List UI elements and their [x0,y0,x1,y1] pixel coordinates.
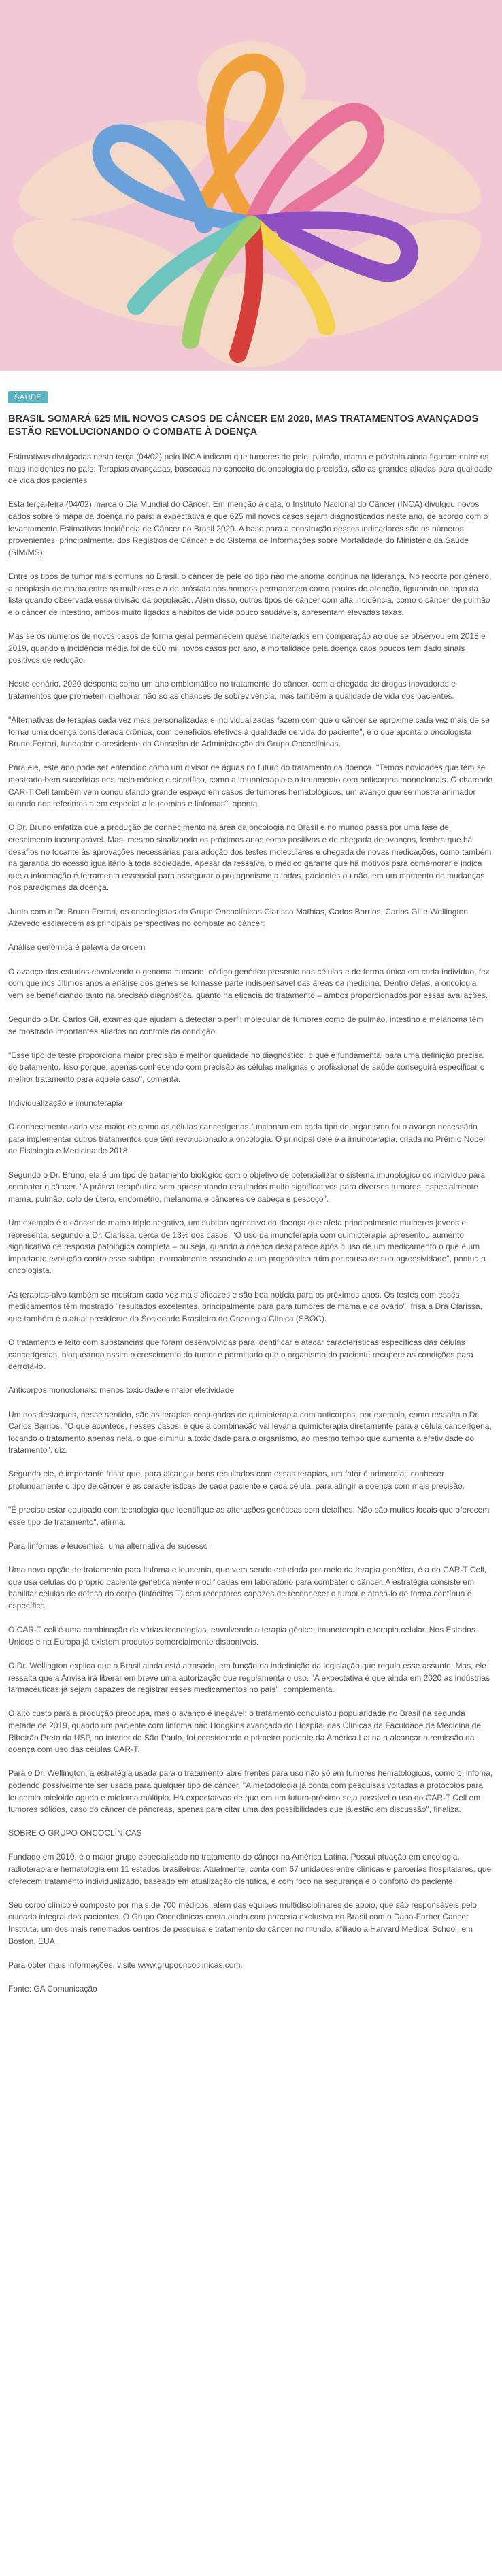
section-heading: SOBRE O GRUPO ONCOCLÍNICAS [8,1828,142,1838]
article-paragraph: Esta terça-feira (04/02) marca o Dia Mundial do Câncer. Em menção à data, o Instituto Nacional do Câncer (INCA) divulgou novos dados sobre o mapa da doença no país: a expectativa é que 625 mil novos casos sejam diagnosticados neste ano, de acordo com o levantamento Estimativas Incidência de Câncer no Brasil 2020. A base para a construção desses indicadores são os números provenientes, principalmente, dos Registros de Câncer e do Sistema de Informações sobre Mortalidade do Ministério da Saúde (SIM/MS). [8,499,488,557]
article-paragraph: Entre os tipos de tumor mais comuns no Brasil, o câncer de pele do tipo não melanoma continua na liderança. No recorte por gênero, a neoplasia de mama entre as mulheres e a de próstata nos homens permanecem como pontos de atenção, figurando no topo da lista quando observada essa divisão da população. Além disso, outros tipos de câncer com alta incidência, como o câncer de pulmão e o câncer de intestino, ambos muito ligados a hábitos de vida pouco saudáveis, apresentam elevadas taxas. [8,571,492,617]
article-source: Fonte: GA Comunicação [8,1984,97,1994]
article-paragraph: O Dr. Bruno enfatiza que a produção de conhecimento na área da oncologia no Brasil e no mundo passa por uma fase de crescimento incomparável. Mas, mesmo sinalizando os próximos anos como positivos e de chegada de avanços, lembra que há desafios no tocante às aprovações necessárias para adoção dos testes moleculares e chegada de novas medicações, como também na garantia do acesso igualitário à toda sociedade. Apesar da ressalva, o médico garante que há motivos para comemorar e indica que a informação é ferramenta essencial para assegurar o protagonismo a todos, pacientes ou não, em um momento de mudanças nos paradigmas da doença. [8,823,492,893]
section-heading: Para linfomas e leucemias, uma alternativa de sucesso [8,1541,208,1551]
article-paragraph: "Esse tipo de teste proporciona maior precisão e melhor qualidade no diagnóstico, o que é fundamental para uma definição precisa do tratamento. Isso porque, apenas conhecendo com precisão as células malignas o profissional de saúde conseguirá especificar o melhor tratamento para aquele caso", comenta. [8,1050,485,1084]
article-paragraph: Fundado em 2010, é o maior grupo especializado no tratamento do câncer na América Latina. Possui atuação em oncologia, radioterapia e hematologia em 11 estados brasileiros. Atualmente, conta com 67 unidades entre clínicas e parcerias hospitalares, que oferecem tratamento individualizado, baseado em atualização científica, e com foco na segurança e o conforto do paciente. [8,1852,492,1886]
article-paragraph: Segundo o Dr. Carlos Gil, exames que ajudam a detectar o perfil molecular de tumores como de pulmão, intestino e melanoma têm se mostrado importantes aliados no controle da condição. [8,1014,484,1036]
article-paragraph: Para o Dr. Wellington, a estratégia usada para o tratamento abre frentes para uso não só em tumores hematológicos, como o linfoma, podendo possivelmente ser usada para qualquer tipo de câncer. "A metodologia já conta com pesquisas voltadas a protocolos para leucemia mieloide aguda e mieloma múltiplo. Há expectativas de que em um futuro próximo seja possível o uso do CAR-T Cell em tumores sólidos, caso do câncer de pâncreas, apenas para citar uma das possibilidades que já estão em discussão", finaliza. [8,1768,493,1815]
article-paragraph: "Alternativas de terapias cada vez mais personalizadas e individualizadas fazem com que o câncer se aproxime cada vez mais de se tornar uma doença considerada crônica, com benefícios efetivos à qualidade de vida do paciente", é o que aponta o oncologista Bruno Ferrari, fundador e presidente do Conselho de Administração do Grupo Oncoclínicas. [8,715,490,749]
article-paragraph: Para ele, este ano pode ser entendido como um divisor de águas no futuro do tratamento da doença. "Temos novidades que têm se mostrado bem sucedidas nos meio médico e científico, como a imunoterapia e o tratamento com anticorpos monoclonais. O chamado CAR-T Cell também vem conquistando grande espaço em casos de tumores hematológicos, um avanço que se mostra animador quando nos referimos a em especial a leucemias e linfomas", aponta. [8,763,493,809]
category-badge[interactable]: SAÚDE [8,391,48,403]
article-paragraph: Segundo ele, é importante frisar que, para alcançar bons resultados com essas terapias, um fator é primordial: conhecer profundamente o tipo de câncer e as características de cada paciente e cada célula, para atingir a doença com mais precisão. [8,1469,465,1491]
article-body [8,451,494,1996]
article-paragraph: Uma nova opção de tratamento para linfoma e leucemia, que vem sendo estudada por meio da terapia genética, é a do CAR-T Cell, que usa células do próprio paciente geneticamente modificadas em laboratório para combater o câncer. A estratégia consiste em habilitar células de defesa do corpo (linfócitos T) com receptores capazes de reconhecer o tumor e atacá-lo de forma contínua e específica. [8,1565,486,1611]
article-paragraph: O tratamento é feito com substâncias que foram desenvolvidas para identificar e atacar características específicas das células cancerígenas, bloqueando assim o crescimento do tumor e permitindo que o organismo do paciente recupere as condições para derrotá-lo. [8,1337,473,1372]
section-heading: Análise genômica é palavra de ordem [8,942,146,953]
hero-image [0,0,502,371]
article-title: BRASIL SOMARÁ 625 MIL NOVOS CASOS DE CÂNCER EM 2020, MAS TRATAMENTOS AVANÇADOS ESTÃO REVOLUCIONANDO O COMBATE À DOENÇA [8,414,479,437]
article-paragraph: Estimativas divulgadas nesta terça (04/02) pelo INCA indicam que tumores de pele, pulmão, mama e próstata ainda figuram entre os mais incidentes no país; Terapias avançadas, baseadas no conceito de oncologia de precisão, são as grandes aliadas para qualidade de vida dos pacientes [8,452,492,486]
article-paragraph: O alto custo para a produção preocupa, mas o avanço é inegável: o tratamento conquistou popularidade no Brasil na segunda metade de 2019, quando um paciente com linfoma não Hodgkins avançado do Hospital das Clínicas da Faculdade de Medicina de Ribeirão Preto da USP, no interior de São Paulo, foi considerado o primeiro paciente da América Latina a alcançar a remissão da doença com uso das células CAR-T. [8,1708,482,1755]
article-paragraph: Mas se os números de novos casos de forma geral permanecem quase inalterados em comparação ao que se observou em 2018 e 2019, quando a incidência média foi de 600 mil novos casos por ano, a mortalidade pela doença caos poucos tem dado sinais positivos de redução. [8,631,486,665]
article-paragraph: Um dos destaques, nesse sentido, são as terapias conjugadas de quimioterapia com anticorpos, por exemplo, como ressalta o Dr. Carlos Barrios. "O que acontece, nesses casos, é que a combinação vai levar a quimioterapia diretamente para a célula cancerígena, focando o tratamento apenas nela, o que diminui a toxicidade para o organismo, ao mesmo tempo que aumenta a efetividade do tratamento", diz. [8,1409,492,1455]
article-paragraph: O conhecimento cada vez maior de como as células cancerígenas funcionam em cada tipo de organismo foi o avanço necessário para implementar outros tratamentos que têm revolucionado a oncologia. O principal dele é a imunoterapia, criada no Prêmio Nobel de Fisiologia e Medicina de 2018. [8,1122,486,1156]
article-content [0,371,502,1996]
article-paragraph: O CAR-T cell é uma combinação de várias tecnologias, envolvendo a terapia gênica, imunoterapia e terapia celular. Nos Estados Unidos e na Europa já existem produtos comercialmente disponíveis. [8,1625,475,1647]
article-paragraph: Junto com o Dr. Bruno Ferrari, os oncologistas do Grupo Oncoclínicas Clarissa Mathias, Carlos Barrios, Carlos Gil e Wellington Azevedo esclarecem as principais perspectivas no combate ao câncer: [8,906,469,929]
article-paragraph: As terapias-alvo também se mostram cada vez mais eficazes e são boa notícia para os próximos anos. Os testes com esses medicamentos têm mostrado "resultados excelentes, principalmente para para tumores de mama e de ovário", frisa a Dra Clarissa, que também é a atual presidente da Sociedade Brasileira de Oncologia Clínica (SBOC). [8,1289,482,1323]
article-paragraph: Para obter mais informações, visite www.grupooncoclinicas.com. [8,1960,243,1970]
article-paragraph: Segundo o Dr. Bruno, ela é um tipo de tratamento biológico com o objetivo de potencializar o sistema imunológico do indivíduo para combater o câncer. "A prática terapêutica vem apresentando resultados muito significativos para diversos tumores, especialmente mama, pulmão, colo de útero, endométrio, melanoma e cânceres de cabeça e pescoço". [8,1170,486,1204]
article-paragraph: O Dr. Wellington explica que o Brasil ainda está atrasado, em função da indefinição da legislação que regula esse assunto. Mas, ele ressalta que a Anvisa irá liberar em breve uma autorização que regulamenta o uso. "A expectativa é que ainda em 2020 as indústrias farmacêuticas já sejam capazes de registrar esses medicamentos no país", complementa. [8,1660,490,1695]
article-paragraph: Um exemplo é o câncer de mama triplo negativo, um subtipo agressivo da doença que afeta principalmente mulheres jovens e representa, segundo a Dr. Clarissa, cerca de 13% dos casos. "O uso da imunoterapia com quimioterapia apresentou aumento significativo de resposta patológica completa – ou seja, quando a doença desaparece após o uso de um medicamento o que é um importante evolução contra esse subtipo, normalmente associado a um prognóstico ruim por causa de sua agressividade", pontua a oncologista. [8,1218,486,1276]
article-paragraph: O avanço dos estudos envolvendo o genoma humano, código genético presente nas células e de forma única em cada indivíduo, fez com que nos últimos anos a análise dos genes se tornasse parte indispensável das áreas da medicina. Dentro delas, a oncologia vem se beneficiando tanto na precisão diagnóstica, quanto na eficácia do tratamento – ambos proporcionados por essas avaliações. [8,966,490,1000]
article-paragraph: "É preciso estar equipado com tecnologia que identifique as alterações genéticas com detalhes. Não são muitos locais que oferecem esse tipo de tratamento", afirma. [8,1505,490,1527]
article-paragraph: Seu corpo clínico é composto por mais de 700 médicos, além das equipes multidisciplinares de apoio, que são responsáveis pelo cuidado integral dos pacientes. O Grupo Oncoclínicas conta ainda com parceria exclusiva no Brasil com o Dana-Farber Cancer Institute, um dos mais renomados centros de pesquisa e tratamento do câncer no mundo, afiliado a Harvard Medical School, em Boston, EUA. [8,1900,478,1946]
section-heading: Individualização e imunoterapia [8,1098,123,1108]
section-heading: Anticorpos monoclonais: menos toxicidade e maior efetividade [8,1385,235,1396]
article-paragraph: Neste cenário, 2020 desponta como um ano emblemático no tratamento do câncer, com a chegada de drogas inovadoras e tratamentos que prometem melhorar não só as chances de sobrevivência, mas também a qualidade de vida dos pacientes. [8,679,456,701]
